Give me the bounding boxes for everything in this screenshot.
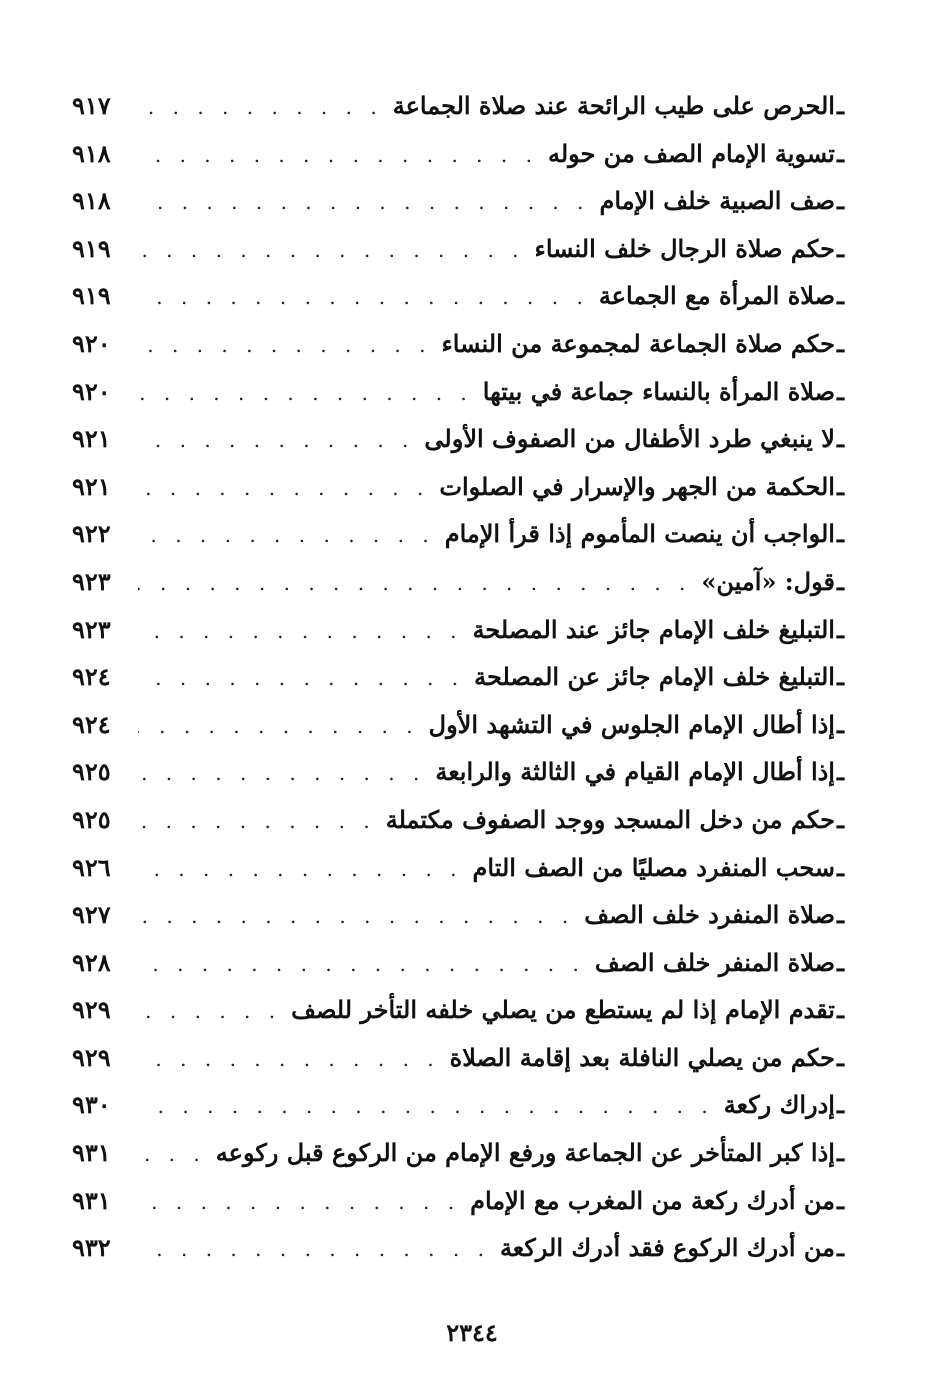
dot-leader (138, 560, 691, 608)
entry-page-number: ٩٢٢ (72, 519, 111, 549)
entry-dash: ـ (836, 519, 844, 549)
entry-title: الواجب أن ينصت المأموم إذا قرأ الإمام (444, 519, 835, 549)
toc-entry (72, 320, 844, 368)
entry-title: التبليغ خلف الإمام جائز عند المصلحة (472, 614, 835, 644)
entry-title: صلاة المرأة مع الجماعة (598, 281, 835, 311)
entry-page-number: ٩٢٣ (72, 614, 111, 644)
entry-page-number: ٩٣١ (72, 1138, 111, 1168)
toc-entry (72, 272, 844, 320)
entry-page-number: ٩٢٠ (72, 376, 111, 406)
entry-page-number: ٩٢١ (72, 471, 111, 501)
toc-entry (72, 1034, 844, 1082)
entry-dash: ـ (836, 1138, 844, 1168)
toc-entry (72, 844, 844, 892)
entry-page-number: ٩٢٩ (72, 995, 111, 1025)
toc-entry (72, 891, 844, 939)
entry-title: صلاة المنفرد خلف الصف (584, 900, 835, 930)
entry-title: تسوية الإمام الصف من حوله (547, 138, 835, 168)
toc-entry (72, 558, 844, 606)
entry-dash: ـ (836, 804, 844, 834)
entry-title: من أدرك ركعة من المغرب مع الإمام (470, 1185, 835, 1215)
entry-title: لا ينبغي طرد الأطفال من الصفوف الأولى (424, 424, 835, 454)
dot-leader (138, 1083, 714, 1131)
entry-dash: ـ (836, 662, 844, 692)
entry-page-number: ٩١٩ (72, 233, 111, 263)
toc-entry (72, 986, 844, 1034)
entry-title: الحكمة من الجهر والإسرار في الصلوات (439, 471, 835, 501)
dot-leader (138, 1131, 206, 1179)
dot-leader (138, 988, 281, 1036)
entry-title: إذا أطال الإمام الجلوس في التشهد الأول (428, 709, 835, 739)
dot-leader (138, 512, 435, 560)
entry-dash: ـ (836, 757, 844, 787)
entry-page-number: ٩٢٤ (72, 662, 111, 692)
entry-dash: ـ (836, 1090, 844, 1120)
entry-page-number: ٩٢٨ (72, 947, 111, 977)
toc-entry (72, 177, 844, 225)
dot-leader (138, 893, 574, 941)
table-of-contents (72, 82, 844, 1272)
entry-dash: ـ (836, 1185, 844, 1215)
dot-leader (138, 370, 473, 418)
entry-title: إدراك ركعة (723, 1090, 835, 1120)
dot-leader (138, 417, 414, 465)
dot-leader (138, 179, 590, 227)
entry-title: سحب المنفرد مصليًا من الصف التام (472, 852, 835, 882)
entry-page-number: ٩٣٢ (72, 1233, 111, 1263)
toc-entry (72, 1224, 844, 1272)
entry-page-number: ٩٢٩ (72, 1042, 111, 1072)
toc-entry (72, 510, 844, 558)
entry-dash: ـ (836, 281, 844, 311)
dot-leader (138, 322, 432, 370)
entry-page-number: ٩٢٧ (72, 900, 111, 930)
entry-title: حكم صلاة الجماعة لمجموعة من النساء (441, 328, 835, 358)
dot-leader (138, 132, 538, 180)
toc-entry (72, 701, 844, 749)
dot-leader (138, 465, 429, 513)
toc-entry (72, 1177, 844, 1225)
entry-title: حكم من يصلي النافلة بعد إقامة الصلاة (449, 1042, 835, 1072)
entry-dash: ـ (836, 1042, 844, 1072)
entry-dash: ـ (836, 424, 844, 454)
toc-entry (72, 1129, 844, 1177)
toc-entry (72, 130, 844, 178)
dot-leader (138, 274, 589, 322)
entry-page-number: ٩٢٤ (72, 709, 111, 739)
entry-page-number: ٩٢٠ (72, 328, 111, 358)
entry-page-number: ٩٢٦ (72, 852, 111, 882)
dot-leader (138, 703, 419, 751)
entry-title: من أدرك الركوع فقد أدرك الركعة (499, 1233, 835, 1263)
entry-dash: ـ (836, 947, 844, 977)
entry-dash: ـ (836, 709, 844, 739)
toc-entry (72, 82, 844, 130)
dot-leader (138, 1226, 490, 1274)
entry-title: صف الصبية خلف الإمام (599, 186, 835, 216)
toc-entry (72, 368, 844, 416)
dot-leader (138, 84, 383, 132)
toc-entry (72, 415, 844, 463)
toc-entry (72, 939, 844, 987)
entry-page-number: ٩٣١ (72, 1185, 111, 1215)
toc-entry (72, 606, 844, 654)
entry-page-number: ٩١٩ (72, 281, 111, 311)
entry-dash: ـ (836, 1233, 844, 1263)
entry-page-number: ٩١٧ (72, 91, 111, 120)
entry-page-number: ٩٢٣ (72, 566, 111, 596)
dot-leader (138, 608, 463, 656)
entry-title: إذا أطال الإمام القيام في الثالثة والرابعة (435, 757, 835, 787)
toc-entry (72, 748, 844, 796)
entry-dash: ـ (836, 186, 844, 216)
entry-title: صلاة المرأة بالنساء جماعة في بيتها (482, 376, 835, 406)
entry-dash: ـ (836, 900, 844, 930)
entry-title: حكم من دخل المسجد ووجد الصفوف مكتملة (385, 804, 835, 834)
entry-dash: ـ (836, 995, 844, 1025)
entry-page-number: ٩١٨ (72, 138, 111, 168)
dot-leader (138, 1179, 460, 1227)
dot-leader (138, 846, 463, 894)
entry-page-number: ٩١٨ (72, 186, 111, 216)
entry-dash: ـ (836, 566, 844, 596)
entry-dash: ـ (836, 471, 844, 501)
entry-dash: ـ (836, 852, 844, 882)
dot-leader (138, 798, 376, 846)
dot-leader (138, 655, 464, 703)
entry-dash: ـ (836, 376, 844, 406)
entry-dash: ـ (836, 328, 844, 358)
dot-leader (138, 941, 585, 989)
page-number: ٢٣٤٤ (446, 1318, 498, 1347)
entry-title: تقدم الإمام إذا لم يستطع من يصلي خلفه التأخر للصف (291, 995, 835, 1025)
entry-page-number: ٩٢٥ (72, 804, 111, 834)
entry-title: إذا كبر المتأخر عن الجماعة ورفع الإمام من الركوع قبل ركوعه (215, 1138, 835, 1168)
entry-page-number: ٩٢١ (72, 424, 111, 454)
entry-dash: ـ (836, 614, 844, 644)
entry-title: التبليغ خلف الإمام جائز عن المصلحة (474, 662, 835, 692)
dot-leader (138, 227, 525, 275)
entry-title: حكم صلاة الرجال خلف النساء (534, 233, 835, 263)
toc-entry (72, 1081, 844, 1129)
toc-entry (72, 463, 844, 511)
entry-dash: ـ (836, 91, 844, 120)
entry-dash: ـ (836, 233, 844, 263)
entry-page-number: ٩٢٥ (72, 757, 111, 787)
entry-page-number: ٩٣٠ (72, 1090, 111, 1120)
dot-leader (138, 1036, 440, 1084)
entry-title: صلاة المنفر خلف الصف (594, 947, 835, 977)
entry-title: قول: «آمين» (701, 566, 835, 596)
toc-entry (72, 796, 844, 844)
entry-dash: ـ (836, 138, 844, 168)
dot-leader (138, 750, 425, 798)
entry-title: الحرص على طيب الرائحة عند صلاة الجماعة (392, 91, 835, 120)
toc-entry (72, 653, 844, 701)
toc-entry (72, 225, 844, 273)
